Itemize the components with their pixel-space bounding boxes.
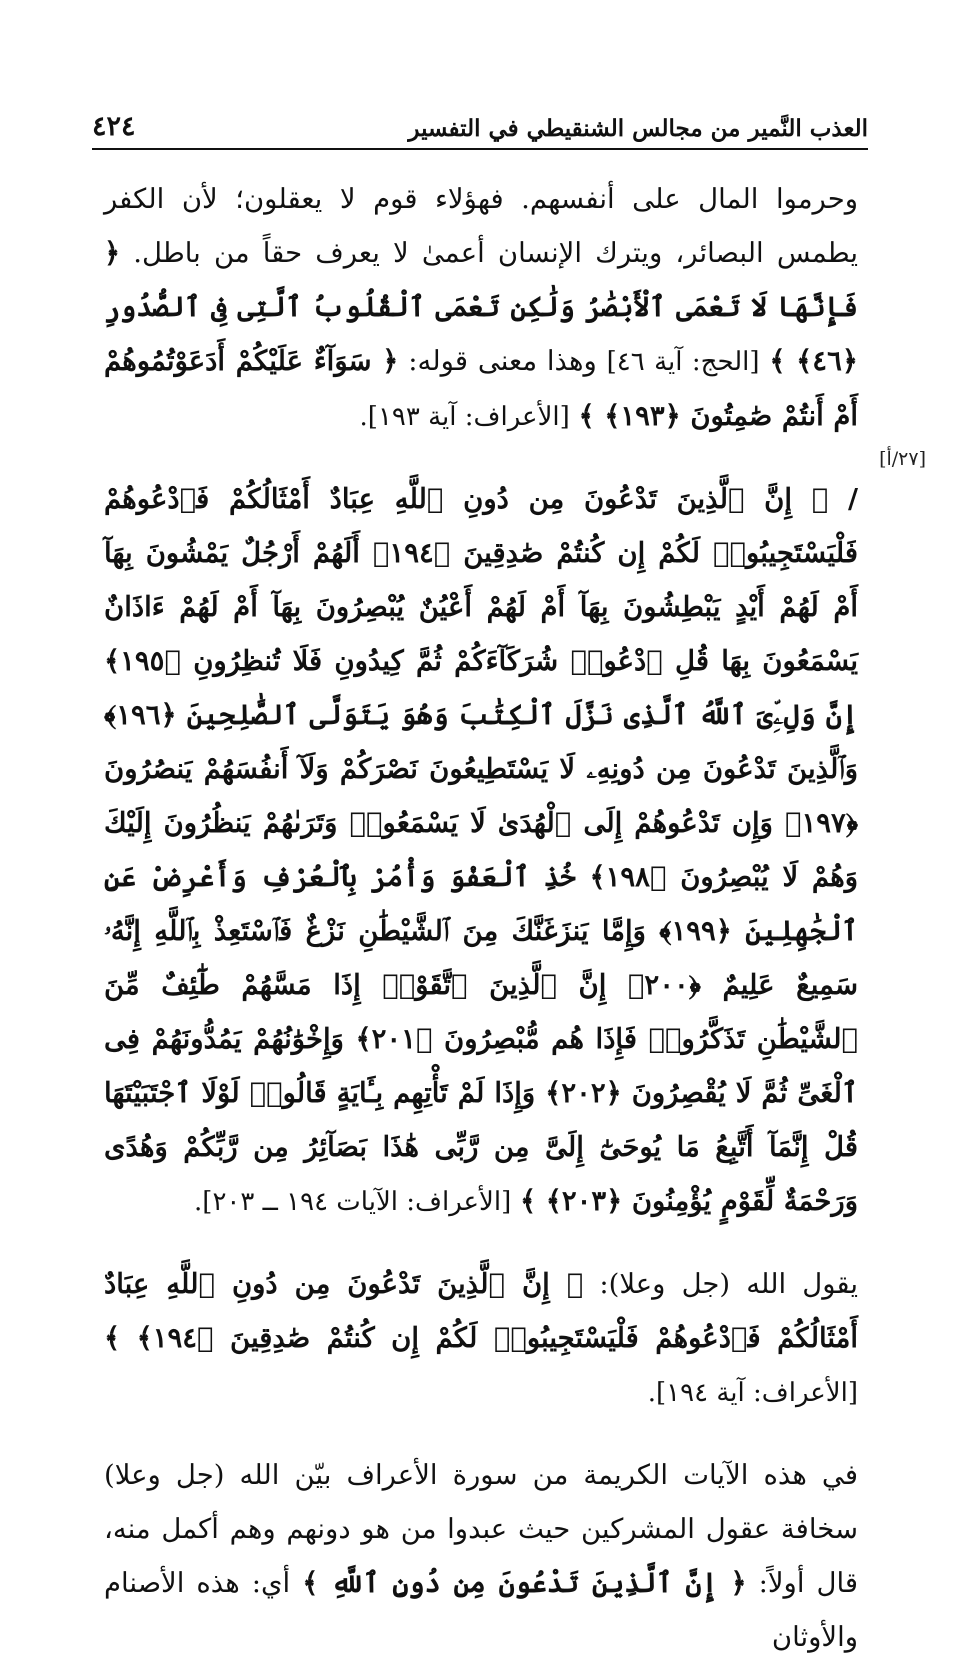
page-number: ٤٢٤ bbox=[92, 111, 136, 142]
paragraph-3 bbox=[104, 1257, 858, 1420]
paragraph-text: وهذا معنى قوله: bbox=[408, 345, 597, 377]
verse-reference: [الأعراف: الآيات ١٩٤ ــ ٢٠٣]. bbox=[194, 1187, 512, 1217]
paragraph-text: أي: هذه الأصنام والأوثان bbox=[104, 1567, 858, 1653]
paragraph-spacer bbox=[104, 1229, 858, 1257]
quran-verse: ﴿ سَوَآءٌ عَلَيْكُمْ أَدَعَوْتُمُوهُمْ أَمْ أَنتُمْ صَٰمِتُونَ ﴿١٩٣﴾ ﴾ bbox=[104, 345, 858, 432]
paragraph-4 bbox=[104, 1448, 858, 1664]
paragraph-2-verses bbox=[104, 472, 858, 1229]
quran-verse: ﴿ إِنَّ ٱلَّذِينَ تَدْعُونَ مِن دُونِ ٱللَّهِ ﴾ bbox=[302, 1567, 747, 1599]
quran-verse-block: / ﴿ إِنَّ ٱلَّذِينَ تَدْعُونَ مِن دُونِ ٱللَّهِ عِبَادٌ أَمْثَالُكُمْ فَٱدْعُوهُمْ فَلْيَسْتَجِيبُوا۟ لَكُمْ إِن كُنتُمْ صَٰدِقِينَ ﴿١٩٤﴾ أَلَهُمْ أَرْجُلٌ يَمْشُونَ بِهَآ أَمْ لَهُمْ أَيْدٍ يَبْطِشُونَ بِهَآ أَمْ لَهُمْ أَعْيُنٌ يُبْصِرُونَ بِهَآ أَمْ لَهُمْ ءَاذَانٌ يَسْمَعُونَ بِهَا قُلِ ٱدْعُوا۟ شُرَكَآءَكُمْ ثُمَّ كِيدُونِ فَلَا تُنظِرُونِ ﴿١٩٥﴾ إِنَّ وَلِۦِّىَ ٱللَّهُ ٱلَّذِى نَزَّلَ ٱلْكِتَٰبَ وَهُوَ يَتَوَلَّى ٱلصَّٰلِحِينَ ﴿١٩٦﴾ وَٱلَّذِينَ تَدْعُونَ مِن دُونِهِۦ لَا يَسْتَطِيعُونَ نَصْرَكُمْ وَلَآ أَنفُسَهُمْ يَنصُرُونَ ﴿١٩٧﴾ وَإِن تَدْعُوهُمْ إِلَى ٱلْهُدَىٰ لَا يَسْمَعُوا۟ وَتَرَىٰهُمْ يَنظُرُونَ إِلَيْكَ وَهُمْ لَا يُبْصِرُونَ ﴿١٩٨﴾ خُذِ ٱلْعَفْوَ وَأْمُرْ بِٱلْعُرْفِ وَأَعْرِضْ عَنِ ٱلْجَٰهِلِينَ ﴿١٩٩﴾ وَإِمَّا يَنزَغَنَّكَ مِنَ ٱلشَّيْطَٰنِ نَزْغٌ فَٱسْتَعِذْ بِٱللَّهِ إِنَّهُۥ سَمِيعٌ عَلِيمٌ ﴿٢٠٠﴾ إِنَّ ٱلَّذِينَ ٱتَّقَوْا۟ إِذَا مَسَّهُمْ طَٰٓئِفٌ مِّنَ ٱلشَّيْطَٰنِ تَذَكَّرُوا۟ فَإِذَا هُم مُّبْصِرُونَ ﴿٢٠١﴾ وَإِخْوَٰنُهُمْ يَمُدُّونَهُمْ فِى ٱلْغَىِّ ثُمَّ لَا يُقْصِرُونَ ﴿٢٠٢﴾ وَإِذَا لَمْ تَأْتِهِم بِـَٔايَةٍ قَالُوا۟ لَوْلَا ٱجْتَبَيْتَهَا قُلْ إِنَّمَآ أَتَّبِعُ مَا يُوحَىٰٓ إِلَىَّ مِن رَّبِّى هَٰذَا بَصَآئِرُ مِن رَّبِّكُمْ وَهُدًى وَرَحْمَةٌ لِّقَوْمٍ يُؤْمِنُونَ ﴿٢٠٣﴾ ﴾ bbox=[104, 483, 859, 1217]
paragraph-1 bbox=[104, 172, 858, 444]
paragraph-text: يقول الله (جل وعلا): bbox=[599, 1268, 858, 1300]
paragraph-text: وحرموا المال على أنفسهم. فهؤلاء قوم لا يعقلون؛ لأن الكفر يطمس البصائر، ويترك الإنسان أعمىٰ لا يعرف حقاً من باطل. bbox=[104, 183, 858, 269]
verse-reference: [الأعراف: آية ١٩٤]. bbox=[647, 1378, 858, 1408]
verse-reference: [الحج: آية ٤٦] bbox=[606, 347, 760, 377]
paragraph-spacer bbox=[104, 1420, 858, 1448]
manuscript-margin-marker: [٢٧/أ] bbox=[879, 448, 926, 470]
quran-verse: ﴿ إِنَّ ٱلَّذِينَ تَدْعُونَ مِن دُونِ ٱللَّهِ عِبَادٌ أَمْثَالُكُمْ فَٱدْعُوهُمْ فَلْيَسْتَجِيبُوا۟ لَكُمْ إِن كُنتُمْ صَٰدِقِينَ ﴿١٩٤﴾ ﴾ bbox=[104, 1268, 858, 1354]
running-header bbox=[92, 102, 868, 150]
paragraph-spacer bbox=[104, 444, 858, 472]
book-title: العذب النَّمير من مجالس الشنقيطي في التفسير bbox=[408, 115, 868, 142]
page-body bbox=[104, 172, 858, 1664]
verse-reference: [الأعراف: آية ١٩٣]. bbox=[359, 402, 570, 432]
quran-verse: ﴿ فَإِنَّهَا لَا تَعْمَى ٱلْأَبْصَٰرُ وَلَٰكِن تَعْمَى ٱلْقُلُوبُ ٱلَّتِى فِى ٱلصُّدُورِ ﴿٤٦﴾ ﴾ bbox=[104, 237, 858, 377]
paragraph-text: في هذه الآيات الكريمة من سورة الأعراف بيّن الله (جل وعلا) سخافة عقول المشركين حيث عبدوا من هو دونهم وهم أكمل منه، قال أولاً: bbox=[104, 1459, 858, 1599]
